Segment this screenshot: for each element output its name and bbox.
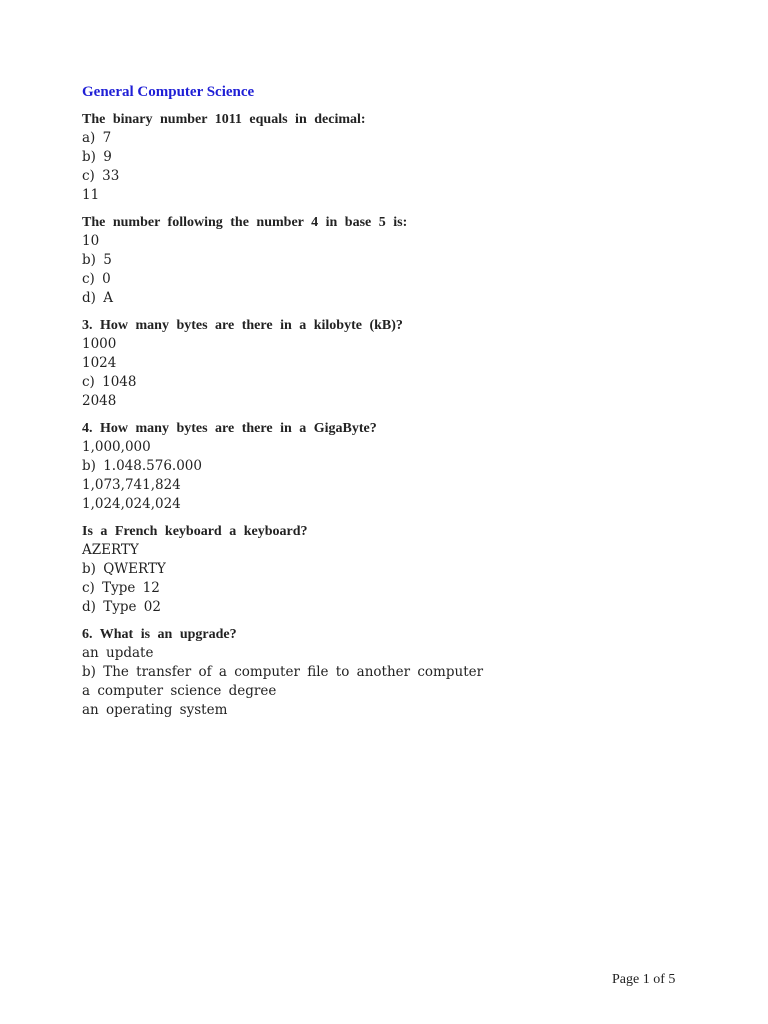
answer-option: a computer science degree [82, 683, 277, 699]
document-page [82, 82, 702, 728]
answer-options [82, 129, 702, 205]
question-5 [82, 522, 702, 617]
question-4 [82, 419, 702, 514]
answer-option: 11 [82, 187, 100, 203]
answer-option: c) 0 [82, 271, 111, 287]
question-text: 3. How many bytes are there in a kilobyte (kB)? [82, 318, 403, 333]
answer-option: b) 1.048.576.000 [82, 458, 202, 474]
answer-option: c) Type 12 [82, 580, 160, 596]
answer-option: 10 [82, 233, 100, 249]
answer-option: b) 9 [82, 149, 112, 165]
answer-option: an update [82, 645, 154, 661]
answer-options [82, 335, 702, 411]
document-title: General Computer Science [82, 84, 255, 100]
question-3 [82, 316, 702, 411]
answer-option: 1000 [82, 336, 117, 352]
answer-options [82, 644, 702, 720]
page-number: Page 1 of 5 [612, 972, 676, 987]
answer-option: c) 33 [82, 168, 120, 184]
question-text: The binary number 1011 equals in decimal: [82, 112, 366, 127]
question-text: The number following the number 4 in base 5 is: [82, 215, 408, 230]
answer-option: 1,024,024,024 [82, 496, 181, 512]
answer-option: 1024 [82, 355, 117, 371]
answer-options [82, 232, 702, 308]
answer-option: b) 5 [82, 252, 112, 268]
answer-option: b) QWERTY [82, 561, 166, 577]
answer-option: a) 7 [82, 130, 112, 146]
question-2 [82, 213, 702, 308]
answer-option: c) 1048 [82, 374, 137, 390]
question-text: Is a French keyboard a keyboard? [82, 524, 308, 539]
answer-option: d) A [82, 290, 113, 306]
question-6 [82, 625, 702, 720]
answer-option: an operating system [82, 702, 228, 718]
answer-option: AZERTY [82, 542, 139, 558]
question-text: 6. What is an upgrade? [82, 627, 237, 642]
answer-options [82, 541, 702, 617]
answer-option: 1,000,000 [82, 439, 151, 455]
answer-options [82, 438, 702, 514]
answer-option: 1,073,741,824 [82, 477, 181, 493]
question-1 [82, 110, 702, 205]
answer-option: d) Type 02 [82, 599, 161, 615]
question-text: 4. How many bytes are there in a GigaByte? [82, 421, 377, 436]
answer-option: 2048 [82, 393, 117, 409]
answer-option: b) The transfer of a computer file to another computer [82, 664, 484, 680]
